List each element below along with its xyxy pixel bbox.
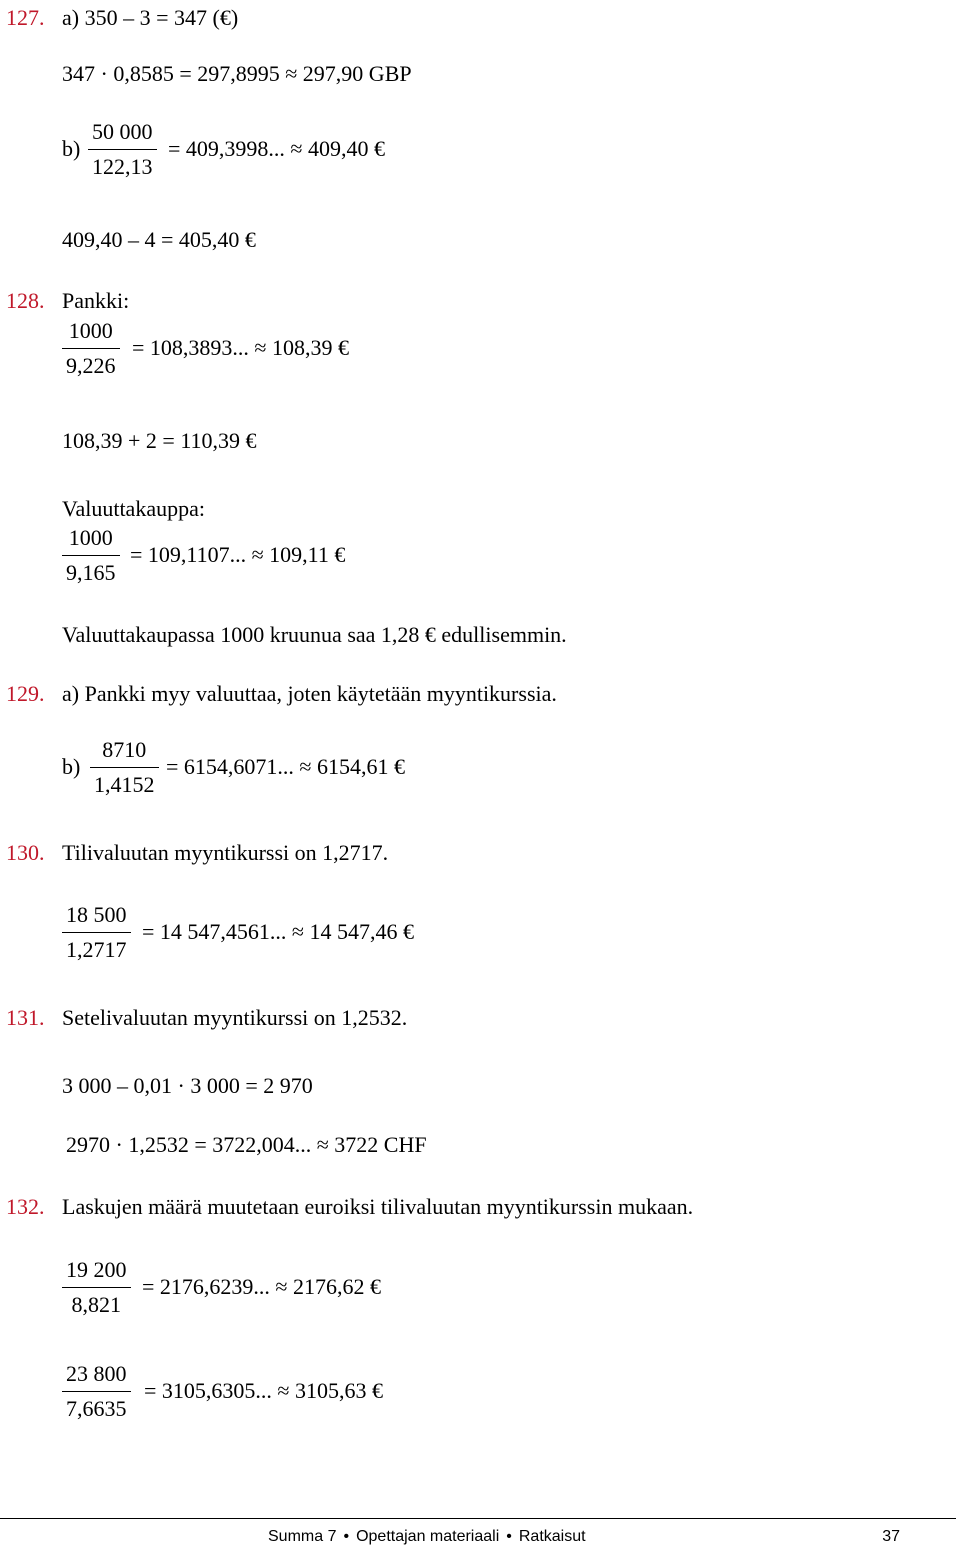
fraction-denominator: 122,13	[92, 154, 153, 179]
solution-line: = 108,3893... ≈ 108,39 €	[132, 335, 349, 360]
solution-line: Pankki:	[62, 288, 130, 313]
problem-number-130: 130.	[6, 840, 45, 865]
problem-number-129: 129.	[6, 681, 45, 706]
solution-line: a) Pankki myy valuuttaa, joten käytetään myyntikurssia.	[62, 681, 557, 706]
solution-line: = 409,3998... ≈ 409,40 €	[168, 136, 385, 161]
solution-line: Valuuttakaupassa 1000 kruunua saa 1,28 € edullisemmin.	[62, 622, 567, 647]
fraction-numerator: 23 800	[62, 1361, 131, 1392]
solution-line: b)	[62, 754, 81, 779]
fraction-numerator: 19 200	[62, 1257, 131, 1288]
footer-separator: •	[506, 1528, 512, 1545]
solution-line: Valuuttakauppa:	[62, 496, 205, 521]
solution-line: Laskujen määrä muutetaan euroiksi tilivaluutan myyntikurssin mukaan.	[62, 1194, 694, 1219]
footer-book: Summa 7	[268, 1528, 337, 1545]
solution-line: 2970 · 1,2532 = 3722,004... ≈ 3722 CHF	[66, 1132, 427, 1157]
solution-line: = 3105,6305... ≈ 3105,63 €	[144, 1378, 383, 1403]
fraction-denominator: 7,6635	[66, 1396, 127, 1421]
fraction-denominator: 9,165	[66, 560, 116, 585]
solution-line: Tilivaluutan myyntikurssi on 1,2717.	[62, 840, 389, 865]
footer-separator: •	[343, 1528, 350, 1545]
solution-line: = 6154,6071... ≈ 6154,61 €	[166, 754, 405, 779]
fraction-numerator: 8710	[90, 737, 159, 768]
solution-line: = 2176,6239... ≈ 2176,62 €	[142, 1274, 381, 1299]
footer-part: Ratkaisut	[518, 1528, 586, 1545]
solution-line: 3 000 – 0,01 · 3 000 = 2 970	[62, 1073, 313, 1098]
fraction	[88, 119, 157, 180]
fraction-denominator: 1,4152	[94, 772, 155, 797]
solution-line: a) 350 – 3 = 347 (€)	[62, 5, 239, 30]
footer-section: Opettajan materiaali	[356, 1528, 500, 1545]
fraction-numerator: 18 500	[62, 902, 131, 933]
fraction	[62, 318, 120, 379]
solution-line: = 14 547,4561... ≈ 14 547,46 €	[142, 919, 414, 944]
fraction-denominator: 8,821	[71, 1292, 121, 1317]
problem-number-127: 127.	[6, 5, 45, 30]
fraction-numerator: 50 000	[88, 119, 157, 150]
fraction-denominator: 1,2717	[66, 937, 127, 962]
solution-line: b)	[62, 136, 81, 161]
fraction-denominator: 9,226	[66, 353, 116, 378]
problem-number-131: 131.	[6, 1005, 45, 1030]
fraction	[62, 525, 120, 586]
solution-line: 347 · 0,8585 = 297,8995 ≈ 297,90 GBP	[62, 61, 412, 86]
solution-line: Setelivaluutan myyntikurssi on 1,2532.	[62, 1005, 408, 1030]
fraction	[62, 902, 131, 963]
solution-line: 409,40 – 4 = 405,40 €	[62, 227, 256, 252]
fraction	[62, 1361, 131, 1422]
page-number: 37	[882, 1528, 900, 1545]
solution-line: = 109,1107... ≈ 109,11 €	[130, 542, 346, 567]
page-footer	[268, 1527, 900, 1547]
fraction	[62, 1257, 131, 1318]
problem-number-132: 132.	[6, 1194, 45, 1219]
fraction-numerator: 1000	[62, 318, 120, 349]
fraction	[90, 737, 159, 798]
problem-number-128: 128.	[6, 288, 45, 313]
fraction-numerator: 1000	[62, 525, 120, 556]
solution-line: 108,39 + 2 = 110,39 €	[62, 428, 257, 453]
footer-rule	[0, 1518, 956, 1519]
